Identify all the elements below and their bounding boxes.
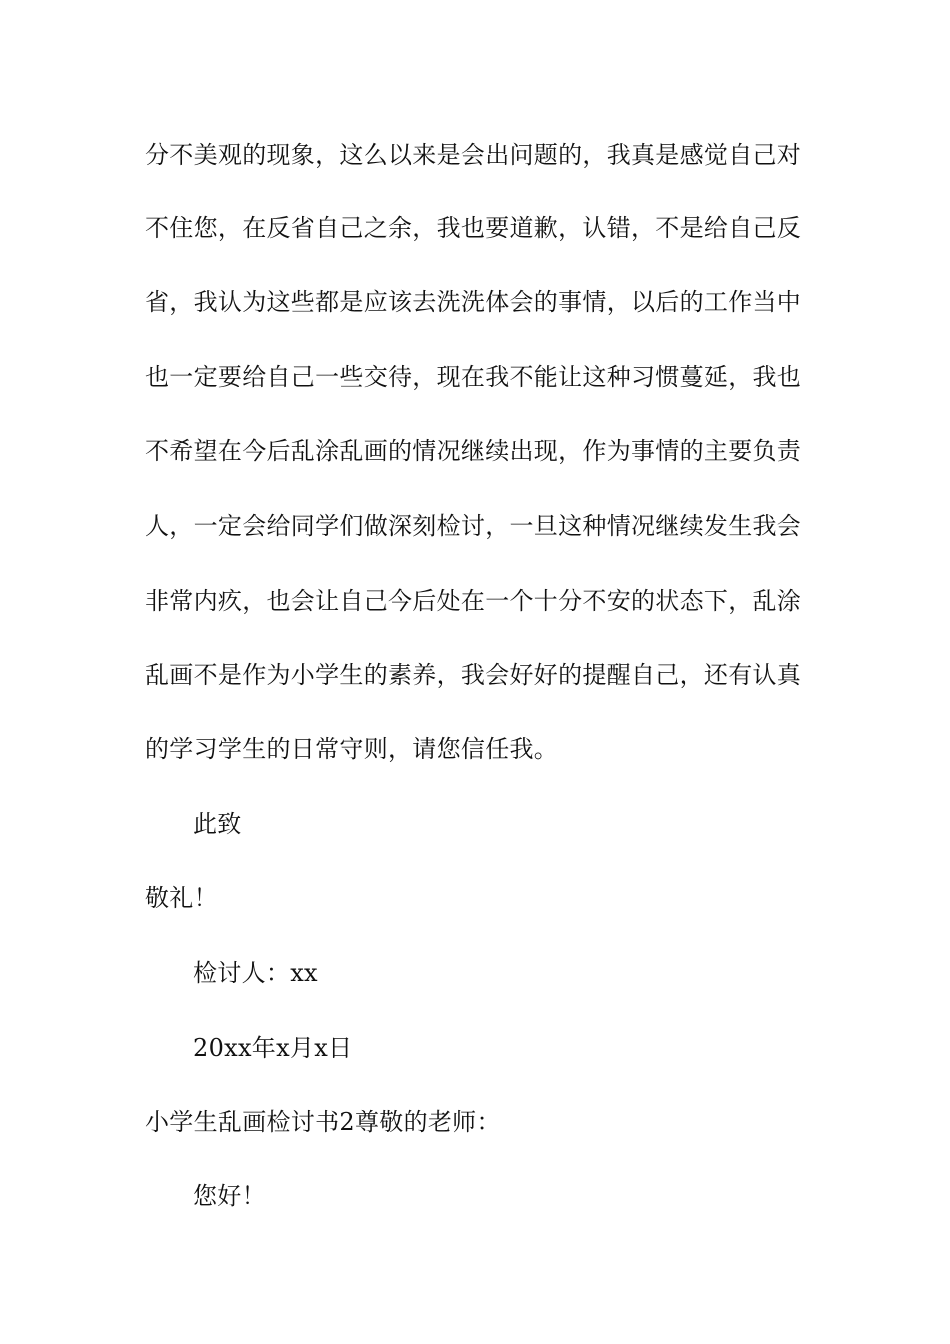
date-line: 20xx年x月x日 [193, 1034, 353, 1062]
closing-regards: 敬礼！ [145, 884, 218, 912]
paragraph-line: 乱画不是作为小学生的素养，我会好好的提醒自己，还有认真 [145, 661, 802, 689]
greeting-line: 您好！ [193, 1182, 266, 1210]
paragraph-line: 不希望在今后乱涂乱画的情况继续出现，作为事情的主要负责 [145, 437, 802, 465]
paragraph-line: 也一定要给自己一些交待，现在我不能让这种习惯蔓延，我也 [145, 363, 802, 391]
paragraph-line: 的学习学生的日常守则，请您信任我。 [145, 735, 559, 763]
paragraph-line: 不住您，在反省自己之余，我也要道歉，认错，不是给自己反 [145, 214, 802, 242]
paragraph-line: 非常内疚，也会让自己今后处在一个十分不安的状态下，乱涂 [145, 587, 802, 615]
closing-salutation: 此致 [193, 810, 242, 838]
paragraph-line: 人，一定会给同学们做深刻检讨，一旦这种情况继续发生我会 [145, 512, 802, 540]
signer-line: 检讨人：xx [193, 959, 318, 987]
section-heading: 小学生乱画检讨书2尊敬的老师： [145, 1108, 501, 1136]
paragraph-line: 分不美观的现象，这么以来是会出问题的，我真是感觉自己对 [145, 141, 802, 169]
paragraph-line: 省，我认为这些都是应该去洗洗体会的事情，以后的工作当中 [145, 288, 802, 316]
